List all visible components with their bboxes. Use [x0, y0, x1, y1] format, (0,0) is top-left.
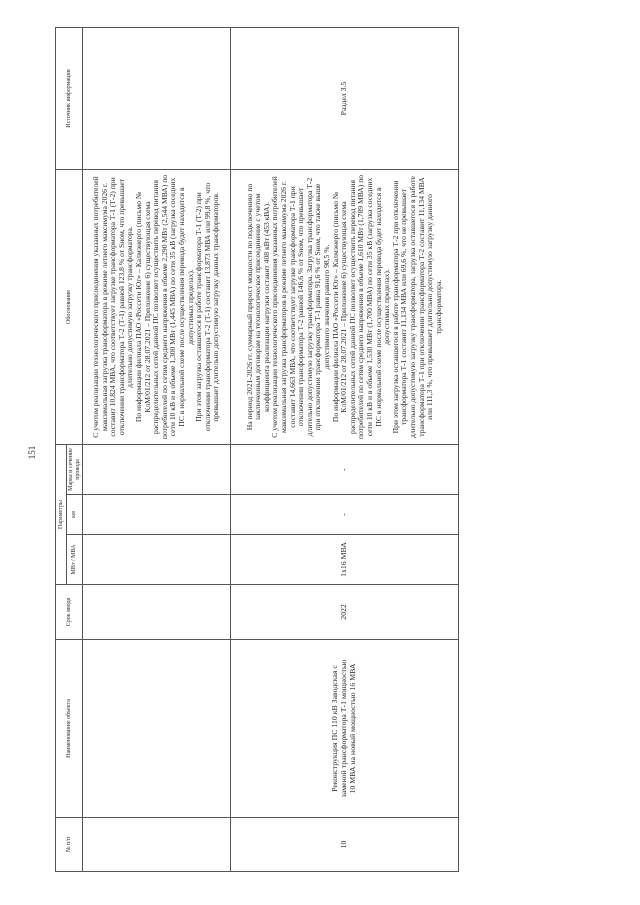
page-number: 151	[27, 445, 37, 460]
row-number: 10	[339, 840, 349, 849]
header-justification	[56, 169, 83, 444]
header-num	[56, 817, 83, 871]
row1-justification-cell	[83, 169, 231, 444]
header-source-label: Источник информации	[65, 69, 72, 128]
header-params	[56, 444, 67, 584]
header-length-label: км	[71, 511, 78, 518]
wire-value: -	[339, 468, 349, 471]
length-value: -	[339, 513, 349, 516]
header-wire-label: Марка и сечение провода	[67, 448, 81, 491]
row1-justification-text	[92, 173, 221, 441]
header-name-label: Наименование объекта	[65, 699, 72, 758]
header-num-label: № п/п	[65, 836, 72, 853]
row2-power-cell	[231, 534, 459, 584]
investment-projects-table	[55, 27, 459, 872]
row1-name-cell	[83, 639, 231, 817]
header-source	[56, 27, 83, 169]
row2-length-cell	[231, 494, 459, 534]
header-justification-label: Обоснование	[65, 290, 72, 324]
row1-power-cell	[83, 534, 231, 584]
header-length	[67, 494, 83, 534]
row2-justification-paragraph: На период 2021-2026 гг. суммарный прирост мощности по подключению по заключенным договорам на технологическое присоединение с учетом коэффициента реализации нагрузки составит 408 кВт (453 кВА).	[244, 183, 271, 431]
row1-justification-paragraph: При этом загрузка оставшегося в работе трансформатора Т-1 (Т-2) при отключении трансформатора Т-2 (Т-1) составит 13,873 МВА или 99,8 %, что превышает длительно допустимую загрузку данных трансформаторов.	[194, 182, 221, 432]
header-date-label: Срок ввода	[65, 597, 72, 627]
row2-justification-paragraph: По информации филиала ПАО «Россети Юг» – Калмэнерго (письмо № КлМ/01/212 от 28.07.2021 – Приложение 6) существующая схема распределительных сетей данной ПС позволяет осуществить перевод питания потребителей по сетям среднего напряжения в объеме 1,610 МВт (1,789 МВА) по сети 10 кВ и в объеме 1,530 МВт (1,700 МВА) по сети 35 кВ (загрузка соседних ПС в нормальной схеме после осуществления перевода будет находится в допустимых пределах).	[330, 174, 392, 440]
source-value: Раздел 3.5	[339, 81, 349, 116]
row2-num-cell	[231, 817, 459, 871]
row2-justification-paragraph: При этом загрузка оставшегося в работе трансформатора Т-2 при отключении трансформатора Т-1 составит 11,134 МВА или 69,6 %, что не превышает длительно допустимую загрузку трансформатора, загрузка оставшегося в работе трансформатора Т-1 при отключении трансформатора Т-2 составит 11,134 МВА или 111,3 %, что превышает длительно допустимую загрузку данного трансформатора.	[390, 176, 443, 438]
row1-date-cell	[83, 584, 231, 639]
row2-justification-paragraph: С учетом реализации технологического присоединения указанных потребителей максимальная загрузка трансформаторов в режиме летнего максимума 2026 г. составит 14,663 МВА, что соответствует загрузке трансформатора Т-1 при отключении трансформатора Т-2 равной 146,6 % от Sном, что превышает длительно допустимую загрузку трансформатора. Загрузка трансформатора Т-2 при отключении трансформатора Т-1 равна 91,6 % от Sном, что также выше допустимого значения равного 98,5 %.	[270, 176, 332, 438]
row1-justification-paragraph: По информации филиала ПАО «Россети Юг» – Калмэнерго (письмо № КлМ/01/212 от 28.07.2021 – Приложение 6) существующая схема распределительных сетей данной ПС позволяет осуществить перевод питания потребителей по сетям среднего напряжения в объеме 2,290 МВт (2,544 МВА) по сети 10 кВ и в объеме 1,300 МВт (1,445 МВА) по сети 35 кВ (загрузка соседних ПС в нормальной схеме после осуществления перевода будет находится в допустимых пределах).	[134, 174, 195, 440]
header-power	[67, 534, 83, 584]
row2-date-cell	[231, 584, 459, 639]
row1-length-cell	[83, 494, 231, 534]
row1-num-cell	[83, 817, 231, 871]
header-wire	[67, 444, 83, 494]
header-date	[56, 584, 83, 639]
object-name: Реконструкция ПС 110 кВ Заводская с заменой трансформатора Т-1 мощностью 10 МВА на новый мощностью 16 МВА	[330, 659, 357, 798]
row1-source-cell	[83, 27, 231, 169]
row1-justification-paragraph: С учетом реализации технологического присоединения указанных потребителей максимальная загрузка трансформатора в режиме летнего максимума 2026 г. составит 10,824 МВА, что соответствует загрузке трансформатора Т-1 (Т-2) при отключении трансформатора Т-2 (Т-1) равной 123,8 % от Sном, что превышает длительно допустимую загрузку трансформатора.	[91, 176, 135, 438]
header-name	[56, 639, 83, 817]
row2-wire-cell	[231, 444, 459, 494]
row2-justification-cell	[231, 169, 459, 444]
row2-name-cell	[231, 639, 459, 817]
commissioning-year: 2022	[339, 604, 349, 620]
row1-wire-cell	[83, 444, 231, 494]
header-power-label: МВт / МВА	[71, 544, 78, 575]
header-params-label: Параметры	[57, 500, 64, 529]
power-value: 1х16 МВА	[339, 542, 349, 577]
row2-source-cell	[231, 27, 459, 169]
row2-justification-text	[246, 173, 444, 441]
